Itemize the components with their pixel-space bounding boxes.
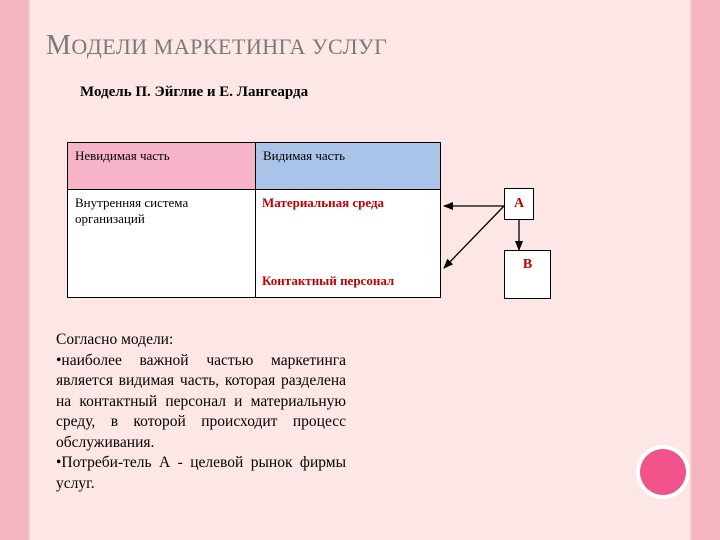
title-rest: ОДЕЛИ МАРКЕТИНГА УСЛУГ — [71, 34, 388, 59]
body-paragraph-consumer: •Потреби-тель А - целевой рынок фирмы услуг. — [56, 454, 346, 492]
slide-subtitle: Модель П. Эйглие и Е. Лангеарда — [80, 84, 309, 100]
title-first-letter: М — [46, 30, 72, 61]
body-paragraph-intro: Согласно модели: — [56, 331, 174, 348]
material-environment-label: Материальная среда — [262, 195, 385, 210]
header-visible-label: Видимая часть — [263, 148, 346, 163]
header-invisible-label: Невидимая часть — [75, 148, 170, 163]
internal-system-label: Внутренняя система организаций — [75, 195, 189, 226]
box-a-label: А — [513, 196, 525, 211]
decorative-circle — [640, 449, 686, 495]
box-b-label: В — [522, 257, 533, 272]
contact-staff-label: Контактный персонал — [262, 273, 395, 288]
body-paragraph-visible-part: •наиболее важной частью маркетинга является видимая часть, которая разделена на контактный персонал и материальную среду, в которой происходит процесс обслуживания. — [56, 351, 346, 451]
body-text — [56, 330, 346, 494]
arrow-a-to-contact-staff — [444, 206, 504, 268]
